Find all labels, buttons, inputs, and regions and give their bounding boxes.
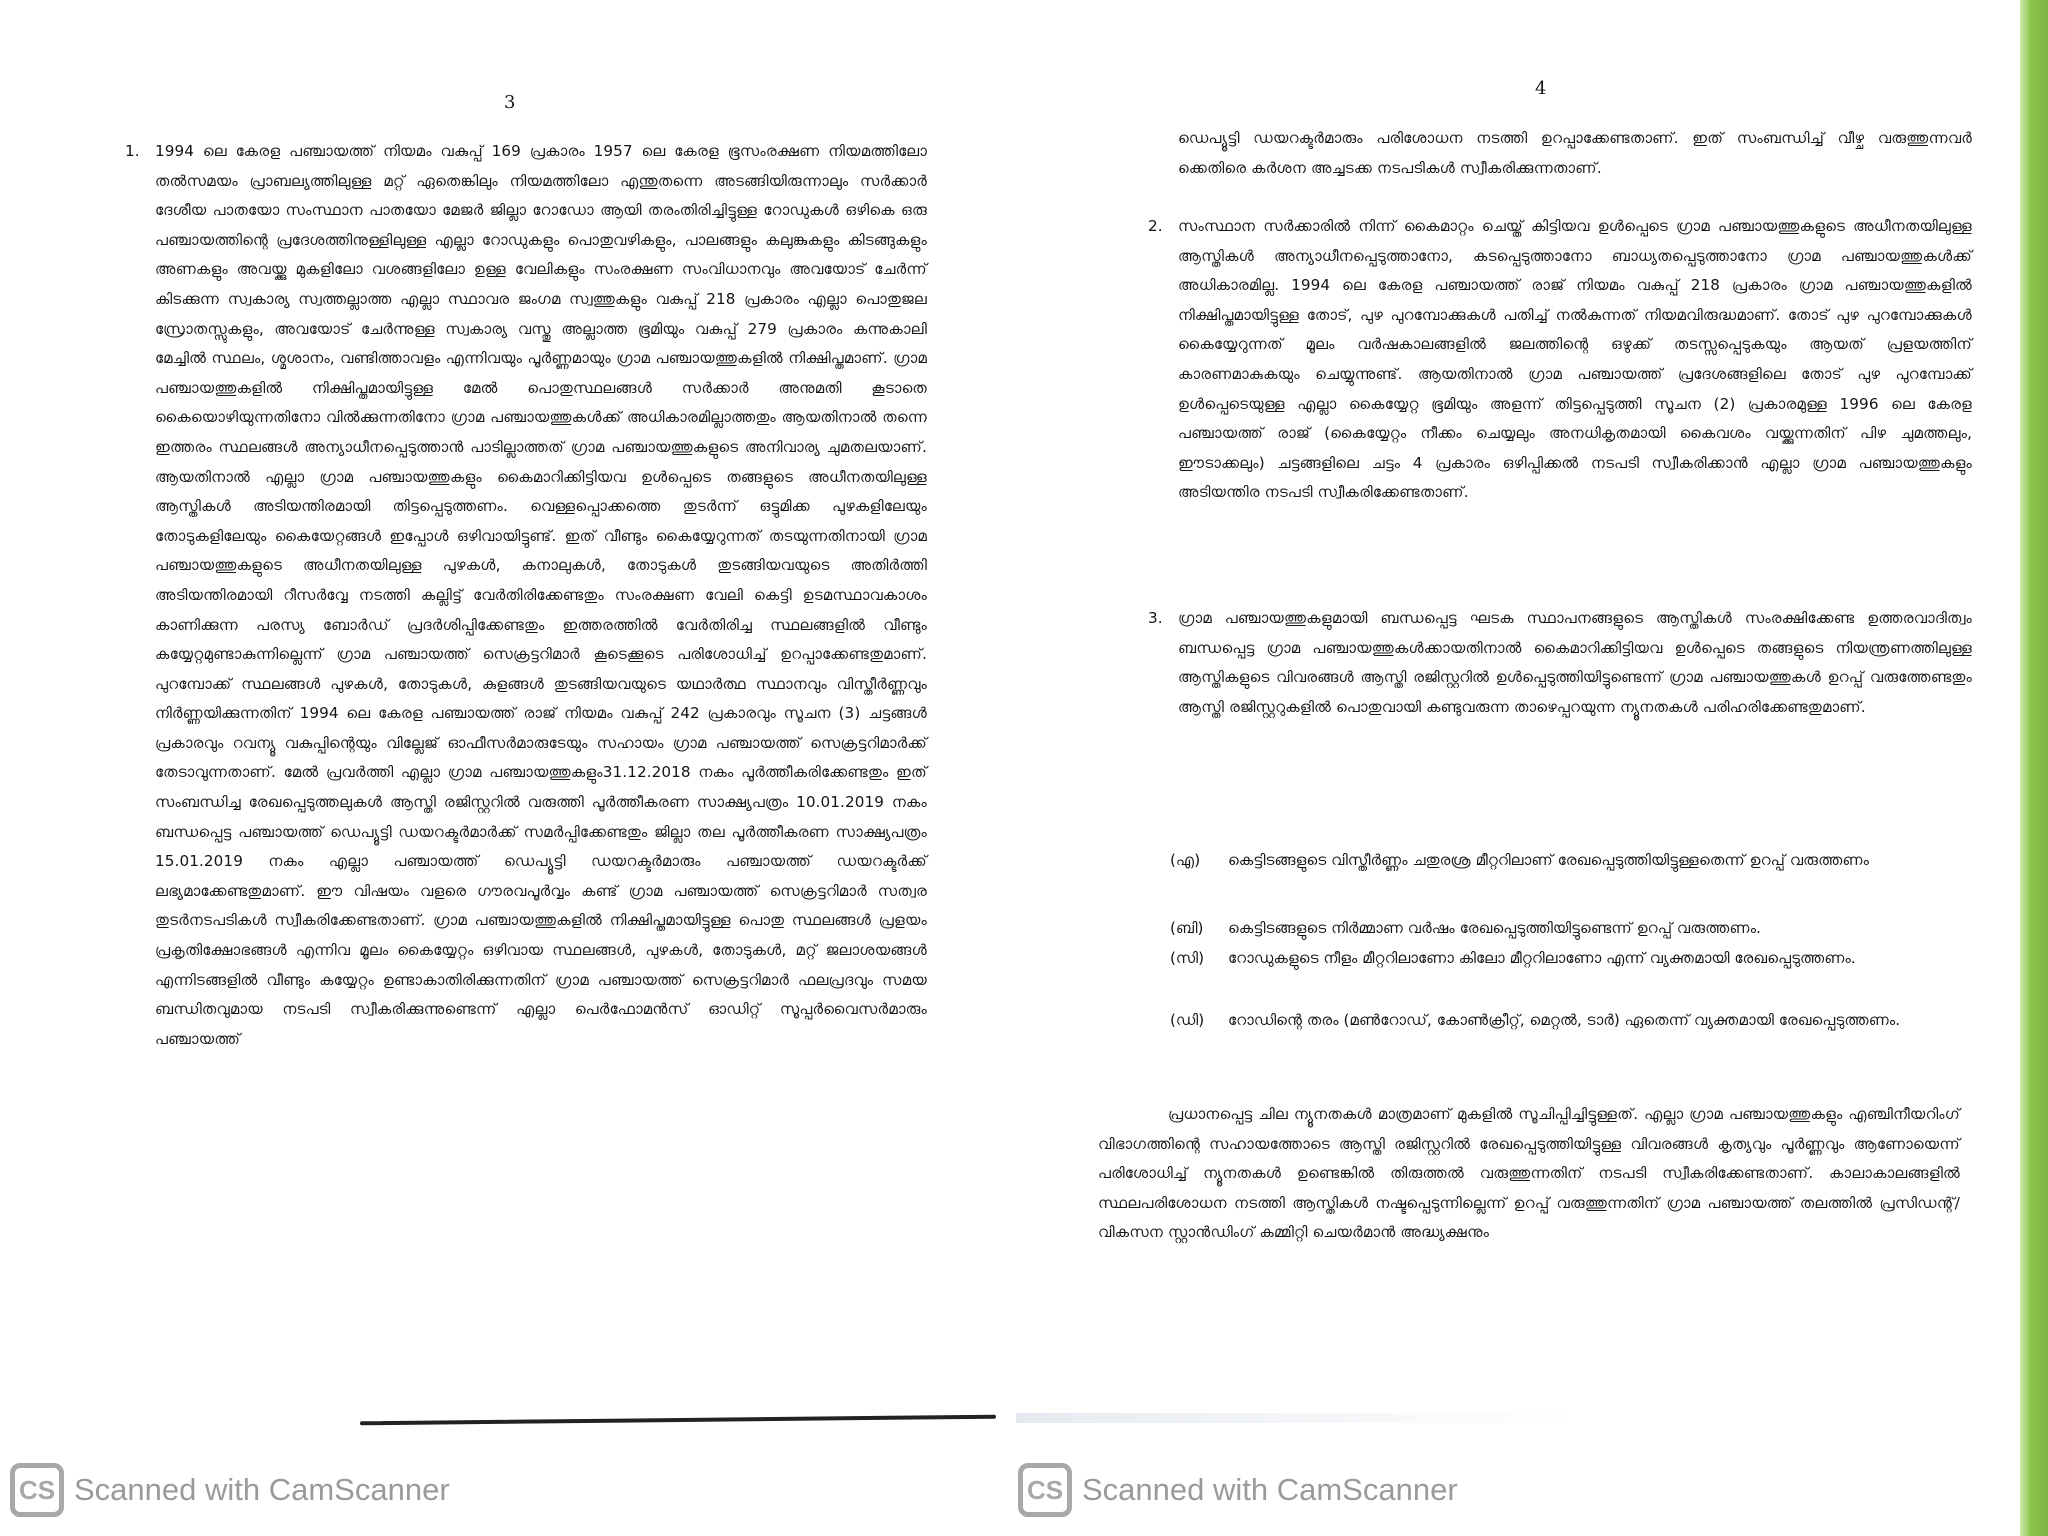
sub-item-a (1170, 846, 1970, 902)
closing-paragraph (1098, 1100, 1960, 1248)
scan-edge-line (360, 1415, 996, 1426)
camscanner-watermark (10, 1463, 450, 1517)
camscanner-watermark (1018, 1463, 1458, 1517)
sub-item-text: റോഡിന്റെ തരം (മൺറോഡ്, കോൺക്രീറ്റ്, മെറ്റൽ, ടാർ) ഏതെന്ന് വ്യക്തമായി രേഖപ്പെടുത്തണം. (1228, 1011, 1901, 1029)
paragraph-text: ഗ്രാമ പഞ്ചായത്തുകളുമായി ബന്ധപ്പെട്ട ഘടക സ്ഥാപനങ്ങളുടെ ആസ്തികൾ സംരക്ഷിക്കേണ്ട ഉത്തരവാദിത്വം ബന്ധപ്പെട്ട ഗ്രാമ പഞ്ചായത്തുകൾക്കായതിനാൽ കൈമാറിക്കിട്ടിയവ ഉൾപ്പെടെ തങ്ങളുടെ നിയന്ത്രണത്തിലുള്ള ആസ്തികളുടെ വിവരങ്ങൾ ആസ്തി രജിസ്റ്ററിൽ ഉൾപ്പെടുത്തിയിട്ടുണ്ടെന്ന് ഗ്രാമ പഞ്ചായത്തുകൾ ഉറപ്പ് വരുത്തേണ്ടതും ആസ്തി രജിസ്റ്ററുകളിൽ പൊതുവായി കണ്ടുവരുന്ന താഴെപ്പറയുന്ന ന്യൂനതകൾ പരിഹരിക്കേണ്ടതുമാണ്. (1178, 609, 1972, 716)
sub-item-text: കെട്ടിടങ്ങളുടെ വിസ്തീർണ്ണം ചതുരശ്ര മീറ്ററിലാണ് രേഖപ്പെടുത്തിയിട്ടുള്ളതെന്ന് ഉറപ്പ് വരുത്തണം (1228, 851, 1869, 869)
sub-item-label: (ഡി) (1170, 1011, 1205, 1029)
camscanner-logo-icon: CS (1018, 1463, 1072, 1517)
sub-item-label: (എ) (1170, 851, 1201, 869)
paragraph-text: ഡെപ്യൂട്ടി ഡയറക്ടർമാരും പരിശോധന നടത്തി ഉറപ്പാക്കേണ്ടതാണ്. ഇത് സംബന്ധിച്ച് വീഴ്ച വരുത്തുന്നവർ ക്കെതിരെ കർശന അച്ചടക്ക നടപടികൾ സ്വീകരിക്കുന്നതാണ്. (1178, 129, 1972, 177)
paragraph-item-2 (1148, 212, 1972, 508)
watermark-text: Scanned with CamScanner (1082, 1472, 1458, 1507)
page-number: 4 (1535, 78, 1547, 99)
item-number: 1. (125, 142, 140, 160)
item-number: 3. (1148, 609, 1163, 627)
page-number: 3 (504, 92, 516, 113)
watermark-text: Scanned with CamScanner (74, 1472, 450, 1507)
sub-item-b (1170, 914, 1970, 942)
green-border-strip (2020, 0, 2048, 1536)
left-document-page (0, 0, 1010, 1536)
paragraph-item-1 (125, 137, 927, 1054)
paragraph-text: 1994 ലെ കേരള പഞ്ചായത്ത് നിയമം വകുപ്പ് 169 പ്രകാരം 1957 ലെ കേരള ഭൂസംരക്ഷണ നിയമത്തിലോ തൽസമയം പ്രാബല്യത്തിലുള്ള മറ്റ് ഏതെങ്കിലും നിയമത്തിലോ എന്തുതന്നെ അടങ്ങിയിരുന്നാലും സർക്കാർ ദേശീയ പാതയോ സംസ്ഥാന പാതയോ മേജർ ജില്ലാ റോഡോ ആയി തരംതിരിച്ചിട്ടുള്ള റോഡുകൾ ഒഴികെ ഒരു പഞ്ചായത്തിന്റെ പ്രദേശത്തിനുള്ളിലുള്ള എല്ലാ റോഡുകളും പൊതുവഴികളും, പാലങ്ങളും കലുങ്കുകളും കിടങ്ങുകളും അണകളും അവയ്ക്കു മുകളിലോ വശങ്ങളിലോ ഉള്ള വേലികളും സംരക്ഷണ സംവിധാനവും അവയോട് ചേർന്ന് കിടക്കുന്ന സ്വകാര്യ സ്വത്തല്ലാത്ത എല്ലാ സ്ഥാവര ജംഗമ സ്വത്തുകളും വകുപ്പ് 218 പ്രകാരം എല്ലാ പൊതുജല സ്രോതസ്സുകളും, അവയോട് ചേർന്നുള്ള സ്വകാര്യ വസ്തു അല്ലാത്ത ഭൂമിയും വകുപ്പ് 279 പ്രകാരം കന്നുകാലി മേച്ചിൽ സ്ഥലം, ശ്മശാനം, വണ്ടിത്താവളം എന്നിവയും പൂർണ്ണമായും ഗ്രാമ പഞ്ചായത്തുകളിൽ നിക്ഷിപ്തമാണ്. ഗ്രാമ പഞ്ചായത്തുകളിൽ നിക്ഷിപ്തമായിട്ടുള്ള മേൽ പൊതുസ്ഥലങ്ങൾ സർക്കാർ അനുമതി കൂടാതെ കൈയൊഴിയുന്നതിനോ വിൽക്കുന്നതിനോ ഗ്രാമ പഞ്ചായത്തുകൾക്ക് അധികാരമില്ലാത്തതും ആയതിനാൽ തന്നെ ഇത്തരം സ്ഥലങ്ങൾ അന്യാധീനപ്പെടുത്താൻ പാടില്ലാത്തത് ഗ്രാമ പഞ്ചായത്തുകളുടെ അനിവാര്യ ചുമതലയാണ്. ആയതിനാൽ എല്ലാ ഗ്രാമ പഞ്ചായത്തുകളും കൈമാറിക്കിട്ടിയവ ഉൾപ്പെടെ തങ്ങളുടെ അധീനതയിലുള്ള ആസ്തികൾ അടിയന്തിരമായി തിട്ടപ്പെടുത്തണം. വെള്ളപ്പൊക്കത്തെ തുടർന്ന് ഒട്ടുമിക്ക പുഴകളിലേയും തോടുകളിലേയും കൈയേറ്റങ്ങൾ ഇപ്പോൾ ഒഴിവായിട്ടുണ്ട്. ഇത് വീണ്ടും കൈയ്യേറുന്നത് തടയുന്നതിനായി ഗ്രാമ പഞ്ചായത്തുകളുടെ അധീനതയിലുള്ള പുഴകൾ, കനാലുകൾ, തോടുകൾ തുടങ്ങിയവയുടെ അതിർത്തി അടിയന്തിരമായി റീസർവ്വേ നടത്തി കല്ലിട്ട് വേർതിരിക്കേണ്ടതും സംരക്ഷണ വേലി കെട്ടി ഉടമസ്ഥാവകാശം കാണിക്കുന്ന പരസ്യ ബോർഡ് പ്രദർശിപ്പിക്കേണ്ടതും ഇത്തരത്തിൽ വേർതിരിച്ച സ്ഥലങ്ങളിൽ വീണ്ടും കയ്യേറ്റമുണ്ടാകുന്നില്ലെന്ന് ഗ്രാമ പഞ്ചായത്ത് സെക്രട്ടറിമാർ കൂടെക്കൂടെ പരിശോധിച്ച് ഉറപ്പാക്കേണ്ടതുമാണ്. പുറമ്പോക്ക് സ്ഥലങ്ങൾ പുഴകൾ, തോടുകൾ, കുളങ്ങൾ തുടങ്ങിയവയുടെ യഥാർത്ഥ സ്ഥാനവും വിസ്തീർണ്ണവും നിർണ്ണയിക്കുന്നതിന് 1994 ലെ കേരള പഞ്ചായത്ത് രാജ് നിയമം വകുപ്പ് 242 പ്രകാരവും സൂചന (3) ചട്ടങ്ങൾ പ്രകാരവും റവന്യൂ വകുപ്പിന്റെയും വില്ലേജ് ഓഫീസർമാരുടേയും സഹായം ഗ്രാമ പഞ്ചായത്ത് സെക്രട്ടറിമാർക്ക് തേടാവുന്നതാണ്. മേൽ പ്രവർത്തി എല്ലാ ഗ്രാമ പഞ്ചായത്തുകളും31.12.2018 നകം പൂർത്തീകരിക്കേണ്ടതും ഇത് സംബന്ധിച്ച രേഖപ്പെടുത്തലുകൾ ആസ്തി രജിസ്റ്ററിൽ വരുത്തി പൂർത്തീകരണ സാക്ഷ്യപത്രം 10.01.2019 നകം ബന്ധപ്പെട്ട പഞ്ചായത്ത് ഡെപ്യൂട്ടി ഡയറക്ടർമാർക്ക് സമർപ്പിക്കേണ്ടതും ജില്ലാ തല പൂർത്തീകരണ സാക്ഷ്യപത്രം 15.01.2019 നകം എല്ലാ പഞ്ചായത്ത് ഡെപ്യൂട്ടി ഡയറക്ടർമാരും പഞ്ചായത്ത് ഡയറക്ടർക്ക് ലഭ്യമാക്കേണ്ടതുമാണ്. ഈ വിഷയം വളരെ ഗൗരവപൂർവ്വം കണ്ട് ഗ്രാമ പഞ്ചായത്ത് സെക്രട്ടറിമാർ സത്വര തുടർനടപടികൾ സ്വീകരിക്കേണ്ടതാണ്. ഗ്രാമ പഞ്ചായത്തുകളിൽ നിക്ഷിപ്തമായിട്ടുള്ള പൊതു സ്ഥലങ്ങൾ പ്രളയം പ്രകൃതിക്ഷോഭങ്ങൾ എന്നിവ മൂലം കൈയ്യേറ്റം ഒഴിവായ സ്ഥലങ്ങൾ, പുഴകൾ, തോടുകൾ, മറ്റ് ജലാശയങ്ങൾ എന്നിടങ്ങളിൽ വീണ്ടും കയ്യേറ്റം ഉണ്ടാകാതിരിക്കുന്നതിന് ഗ്രാമ പഞ്ചായത്ത് സെക്രട്ടറിമാർ ഫലപ്രദവും സമയ ബന്ധിതവുമായ നടപടി സ്വീകരിക്കുന്നുണ്ടെന്ന് എല്ലാ പെർഫോമൻസ് ഓഡിറ്റ് സൂപ്പർവൈസർമാരും പഞ്ചായത്ത് (155, 142, 927, 1048)
item-number: 2. (1148, 217, 1163, 235)
sub-item-text: റോഡുകളുടെ നീളം മീറ്ററിലാണോ കിലോ മീറ്ററിലാണോ എന്ന് വ്യക്തമായി രേഖപ്പെടുത്തണം. (1228, 949, 1856, 967)
sub-item-label: (സി) (1170, 949, 1205, 967)
sub-item-text: കെട്ടിടങ്ങളുടെ നിർമ്മാണ വർഷം രേഖപ്പെടുത്തിയിട്ടുണ്ടെന്ന് ഉറപ്പ് വരുത്തണം. (1228, 919, 1761, 937)
camscanner-logo-icon: CS (10, 1463, 64, 1517)
sub-item-label: (ബി) (1170, 919, 1204, 937)
paragraph-continuation (1178, 124, 1972, 183)
paragraph-text: സംസ്ഥാന സർക്കാരിൽ നിന്ന് കൈമാറ്റം ചെയ്ത് കിട്ടിയവ ഉൾപ്പെടെ ഗ്രാമ പഞ്ചായത്തുകളുടെ അധീനതയിലുള്ള ആസ്തികൾ അന്യാധീനപ്പെടുത്താനോ, കടപ്പെടുത്താനോ ബാധ്യതപ്പെടുത്താനോ ഗ്രാമ പഞ്ചായത്തുകൾക്ക് അധികാരമില്ല. 1994 ലെ കേരള പഞ്ചായത്ത് രാജ് നിയമം വകുപ്പ് 218 പ്രകാരം ഗ്രാമ പഞ്ചായത്തുകളിൽ നിക്ഷിപ്തമായിട്ടുള്ള തോട്, പുഴ പുറമ്പോക്കുകൾ പതിച്ച് നൽകുന്നത് നിയമവിരുദ്ധമാണ്. തോട് പുഴ പുറമ്പോക്കുകൾ കൈയ്യേറുന്നത് മൂലം വർഷകാലങ്ങളിൽ ജലത്തിന്റെ ഒഴുക്ക് തടസ്സപ്പെടുകയും ആയത് പ്രളയത്തിന് കാരണമാകുകയും ചെയ്യുന്നുണ്ട്. ആയതിനാൽ ഗ്രാമ പഞ്ചായത്ത് പ്രദേശങ്ങളിലെ തോട് പുഴ പുറമ്പോക്ക് ഉൾപ്പെടെയുള്ള എല്ലാ കൈയ്യേറ്റ ഭൂമിയും അളന്ന് തിട്ടപ്പെടുത്തി സൂചന (2) പ്രകാരമുള്ള 1996 ലെ കേരള പഞ്ചായത്ത് രാജ് (കൈയ്യേറ്റം നീക്കം ചെയ്യലും അനധികൃതമായി കൈവശം വയ്ക്കുന്നതിന് പിഴ ചുമത്തലും, ഈടാക്കലും) ചട്ടങ്ങളിലെ ചട്ടം 4 പ്രകാരം ഒഴിപ്പിക്കൽ നടപടി സ്വീകരിക്കാൻ എല്ലാ ഗ്രാമ പഞ്ചായത്തുകളും അടിയന്തിര നടപടി സ്വീകരിക്കേണ്ടതാണ്. (1178, 217, 1972, 502)
right-document-page (1010, 0, 2020, 1536)
paragraph-item-3 (1148, 604, 1972, 722)
paragraph-text: പ്രധാനപ്പെട്ട ചില ന്യൂനതകൾ മാത്രമാണ് മുകളിൽ സൂചിപ്പിച്ചിട്ടുള്ളത്. എല്ലാ ഗ്രാമ പഞ്ചായത്തുകളും എഞ്ചിനീയറിംഗ് വിഭാഗത്തിന്റെ സഹായത്തോടെ ആസ്തി രജിസ്റ്ററിൽ രേഖപ്പെടുത്തിയിട്ടുള്ള വിവരങ്ങൾ കൃത്യവും പൂർണ്ണവും ആണോയെന്ന് പരിശോധിച്ച് ന്യൂനതകൾ ഉണ്ടെങ്കിൽ തിരുത്തൽ വരുത്തുന്നതിന് നടപടി സ്വീകരിക്കേണ്ടതാണ്. കാലാകാലങ്ങളിൽ സ്ഥലപരിശോധന നടത്തി ആസ്തികൾ നഷ്ടപ്പെടുന്നില്ലെന്ന് ഉറപ്പ് വരുത്തുന്നതിന് ഗ്രാമ പഞ്ചായത്ത് തലത്തിൽ പ്രസിഡന്റ്/വികസന സ്റ്റാൻഡിംഗ് കമ്മിറ്റി ചെയർമാൻ അദ്ധ്യക്ഷനും (1098, 1105, 1960, 1242)
scan-edge-shadow (1016, 1413, 1576, 1423)
sub-item-d (1170, 1006, 1970, 1062)
sub-item-c (1170, 944, 1970, 1000)
